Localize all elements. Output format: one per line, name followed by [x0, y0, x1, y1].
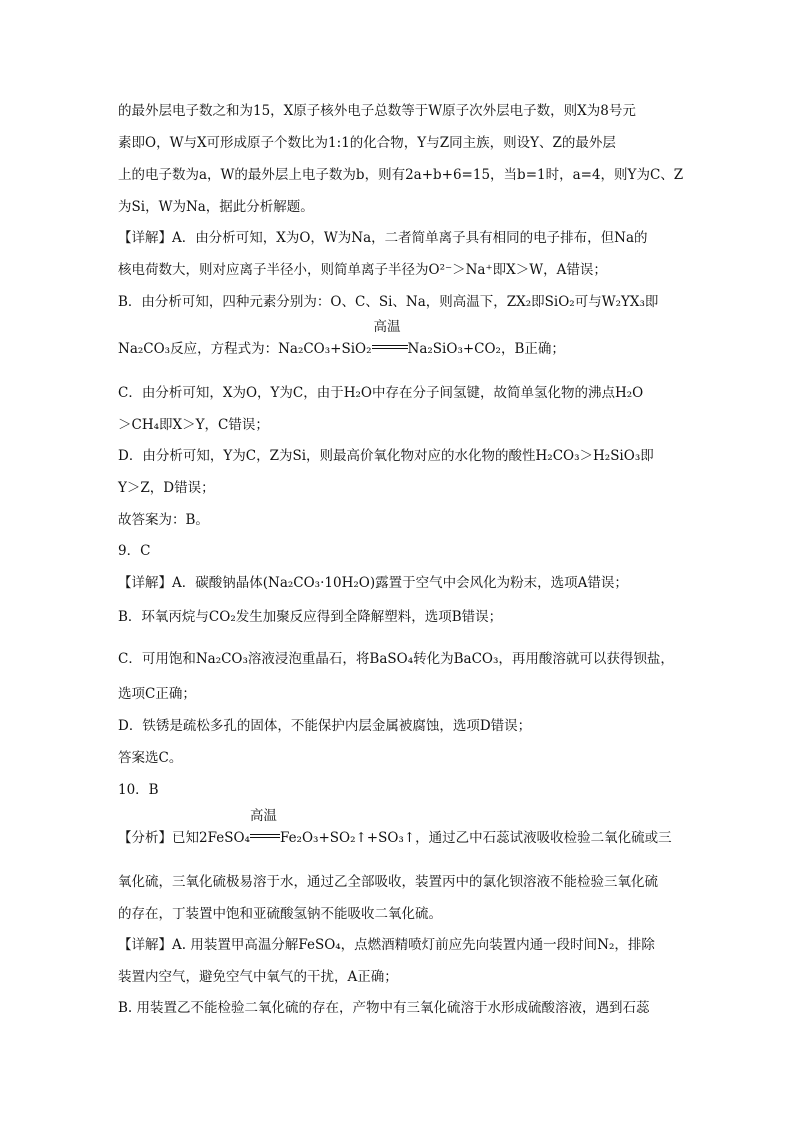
reaction-arrow [249, 807, 280, 846]
equation-line [118, 807, 672, 846]
text-line: 【详解】A. 用装置甲高温分解FeSO₄，点燃酒精喷灯前应先向装置内通一段时间N₂，排除 [118, 937, 655, 953]
text-line: 的存在，丁装置中饱和亚硫酸氢钠不能吸收二氧化硫。 [118, 906, 442, 922]
text-line: Y＞Z，D错误； [118, 480, 215, 496]
question-number: 9．C [118, 543, 151, 559]
text-line: 选项C正确； [118, 686, 196, 702]
text-line: 答案选C。 [118, 750, 183, 766]
equation-right: Na₂SiO₃+CO₂，B正确； [407, 341, 565, 357]
reaction-condition: 高温 [373, 318, 401, 335]
text-line: 装置内空气，避免空气中氧气的干扰，A正确； [118, 969, 398, 985]
text-line: C．由分析可知，X为O，Y为C，由于H₂O中存在分子间氢键，故简单氢化物的沸点H₂O [118, 385, 644, 401]
text-line: 素即O，W与X可形成原子个数比为1:1的化合物，Y与Z同主族，则设Y、Z的最外层 [118, 135, 616, 151]
equation-right: Fe₂O₃+SO₂↑+SO₃↑，通过乙中石蕊试液吸收检验二氧化硫或三 [279, 830, 672, 846]
equation-left: 【分析】已知2FeSO₄ [118, 830, 250, 846]
text-line: 【详解】A．由分析可知，X为O，W为Na，二者简单离子具有相同的电子排布，但Na的 [118, 230, 648, 246]
text-line: 上的电子数为a，W的最外层上电子数为b，则有2a+b+6=15，当b=1时，a=4，则Y为C、Z [118, 167, 684, 183]
text-line: D．铁锈是疏松多孔的固体，不能保护内层金属被腐蚀，选项D错误； [118, 718, 532, 734]
text-line: 氧化硫，三氧化硫极易溶于水，通过乙全部吸收，装置丙中的氯化钡溶液不能检验三氧化硫 [118, 874, 658, 890]
text-line: B. 用装置乙不能检验二氧化硫的存在，产物中有三氧化硫溶于水形成硫酸溶液，遇到石蕊 [118, 1000, 650, 1016]
question-number: 10．B [118, 782, 159, 798]
text-line: 的最外层电子数之和为15，X原子核外电子总数等于W原子次外层电子数，则X为8号元 [118, 103, 636, 119]
reaction-arrow [372, 318, 408, 357]
equation-line [118, 318, 565, 357]
text-line: 【详解】A．碳酸钠晶体(Na₂CO₃·10H₂O)露置于空气中会风化为粉末，选项A错误； [118, 575, 628, 591]
text-line: ＞CH₄即X＞Y，C错误； [118, 417, 269, 433]
reaction-condition: 高温 [249, 807, 277, 824]
text-line: B．环氧丙烷与CO₂发生加聚反应得到全降解塑料，选项B错误； [118, 609, 503, 625]
equation-left: Na₂CO₃反应，方程式为：Na₂CO₃+SiO₂ [118, 341, 372, 357]
text-line: 核电荷数大，则对应离子半径小，则简单离子半径为O²⁻＞Na⁺即X＞W，A错误； [118, 262, 607, 278]
text-line: D．由分析可知，Y为C，Z为Si，则最高价氧化物对应的水化物的酸性H₂CO₃＞H₂SiO₃即 [118, 448, 654, 464]
text-line: 故答案为：B。 [118, 512, 209, 528]
text-line: B．由分析可知，四种元素分别为：O、C、Si、Na，则高温下，ZX₂即SiO₂可与W₂YX₃即 [118, 294, 659, 310]
text-line: C．可用饱和Na₂CO₃溶液浸泡重晶石，将BaSO₄转化为BaCO₃，再用酸溶就可以获得钡盐， [118, 651, 674, 667]
text-line: 为Si，W为Na，据此分析解题。 [118, 199, 314, 215]
